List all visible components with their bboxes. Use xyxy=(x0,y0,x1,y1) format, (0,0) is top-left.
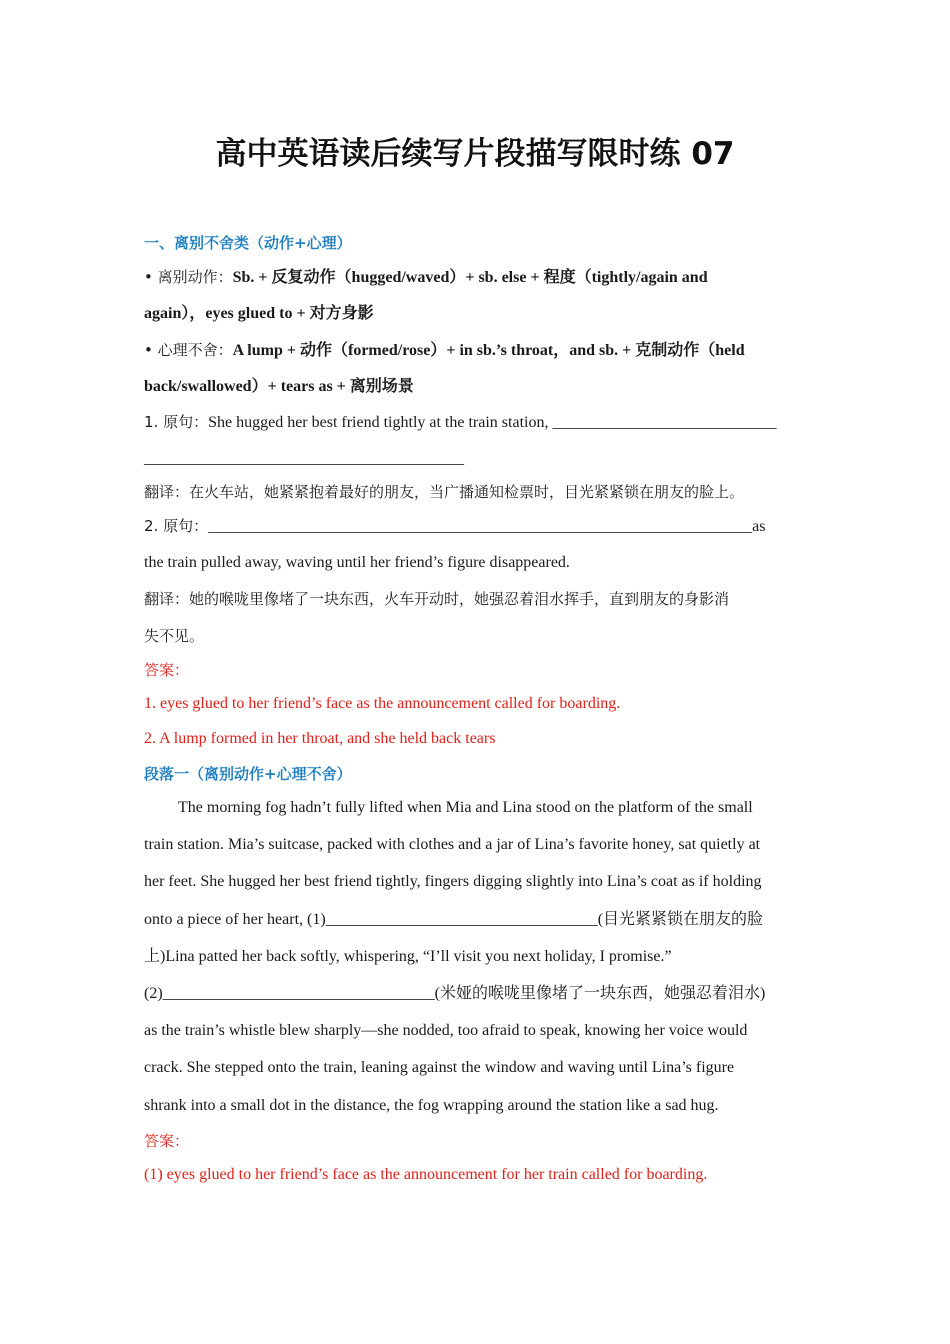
translation-text: 在火车站，她紧紧抱着最好的朋友，当广播通知检票时，目光紧紧锁在朋友的脸上。 xyxy=(189,483,745,501)
translation-2 xyxy=(144,589,729,609)
answer-label: 答案： xyxy=(144,661,190,679)
tip-bullet: • 心理不舍： xyxy=(144,341,233,359)
answer-item: 2. A lump formed in her throat, and she held back tears xyxy=(144,730,496,747)
question-number: 2. 原句： xyxy=(144,517,209,535)
tip-line xyxy=(144,340,745,361)
translation-label: 翻译： xyxy=(144,590,190,608)
translation-label: 翻译： xyxy=(144,483,190,501)
tip-formula: A lump + 动作（formed/rose）+ in sb.’s throat，and sb. + 克制动作（held xyxy=(232,342,745,359)
answer-label: 答案： xyxy=(144,1132,190,1150)
paragraph-line: her feet. She hugged her best friend tightly, fingers digging slightly into Lina’s coat as if holding xyxy=(144,873,762,890)
page-title: 高中英语读后续写片段描写限时练 07 xyxy=(215,136,735,172)
paragraph-heading: 段落一（离别动作+心理不舍） xyxy=(144,765,352,783)
paragraph-line: as the train’s whistle blew sharply—she nodded, too afraid to speak, knowing her voice would xyxy=(144,1022,748,1039)
translation-cont: 失不见。 xyxy=(144,627,205,645)
translation-1 xyxy=(144,482,744,502)
paragraph-line: crack. She stepped onto the train, leaning against the window and waving until Lina’s figure xyxy=(144,1059,735,1076)
question-2 xyxy=(144,516,765,537)
question-text: ____________________________________________________________________as xyxy=(208,518,766,535)
tip-line-cont: back/swallowed）+ tears as + 离别场景 xyxy=(144,378,414,395)
tip-line xyxy=(144,267,708,288)
answer-item: 1. eyes glued to her friend’s face as the announcement called for boarding. xyxy=(144,695,621,712)
question-number: 1. 原句： xyxy=(144,413,209,431)
paragraph-line: The morning fog hadn’t fully lifted when Mia and Lina stood on the platform of the small xyxy=(178,799,753,816)
tip-bullet: • 离别动作： xyxy=(144,268,233,286)
question-text: She hugged her best friend tightly at the train station, ____________________________ xyxy=(208,414,777,431)
translation-text: 她的喉咙里像堵了一块东西，火车开动时，她强忍着泪水挥手，直到朋友的身影消 xyxy=(189,590,730,608)
section-heading: 一、离别不舍类（动作+心理） xyxy=(144,234,352,252)
paragraph-line: onto a piece of her heart, (1)__________________________________(目光紧紧锁在朋友的脸 xyxy=(144,911,764,928)
paragraph-line: (2)__________________________________(米娅的喉咙里像堵了一块东西，她强忍着泪水) xyxy=(144,985,766,1002)
tip-line-cont: again），eyes glued to + 对方身影 xyxy=(144,305,374,322)
answer-blank: ________________________________________ xyxy=(144,450,464,467)
question-text-cont: the train pulled away, waving until her friend’s figure disappeared. xyxy=(144,554,570,571)
paragraph-line: shrank into a small dot in the distance, the fog wrapping around the station like a sad hug. xyxy=(144,1097,719,1114)
answer-item: (1) eyes glued to her friend’s face as the announcement for her train called for boarding. xyxy=(144,1166,708,1183)
question-1 xyxy=(144,412,776,433)
paragraph-line: train station. Mia’s suitcase, packed with clothes and a jar of Lina’s favorite honey, sat quietly at xyxy=(144,836,761,853)
paragraph-line: 上)Lina patted her back softly, whispering, “I’ll visit you next holiday, I promise.” xyxy=(144,948,672,965)
tip-formula: Sb. + 反复动作（hugged/waved）+ sb. else + 程度（tightly/again and xyxy=(232,269,708,286)
